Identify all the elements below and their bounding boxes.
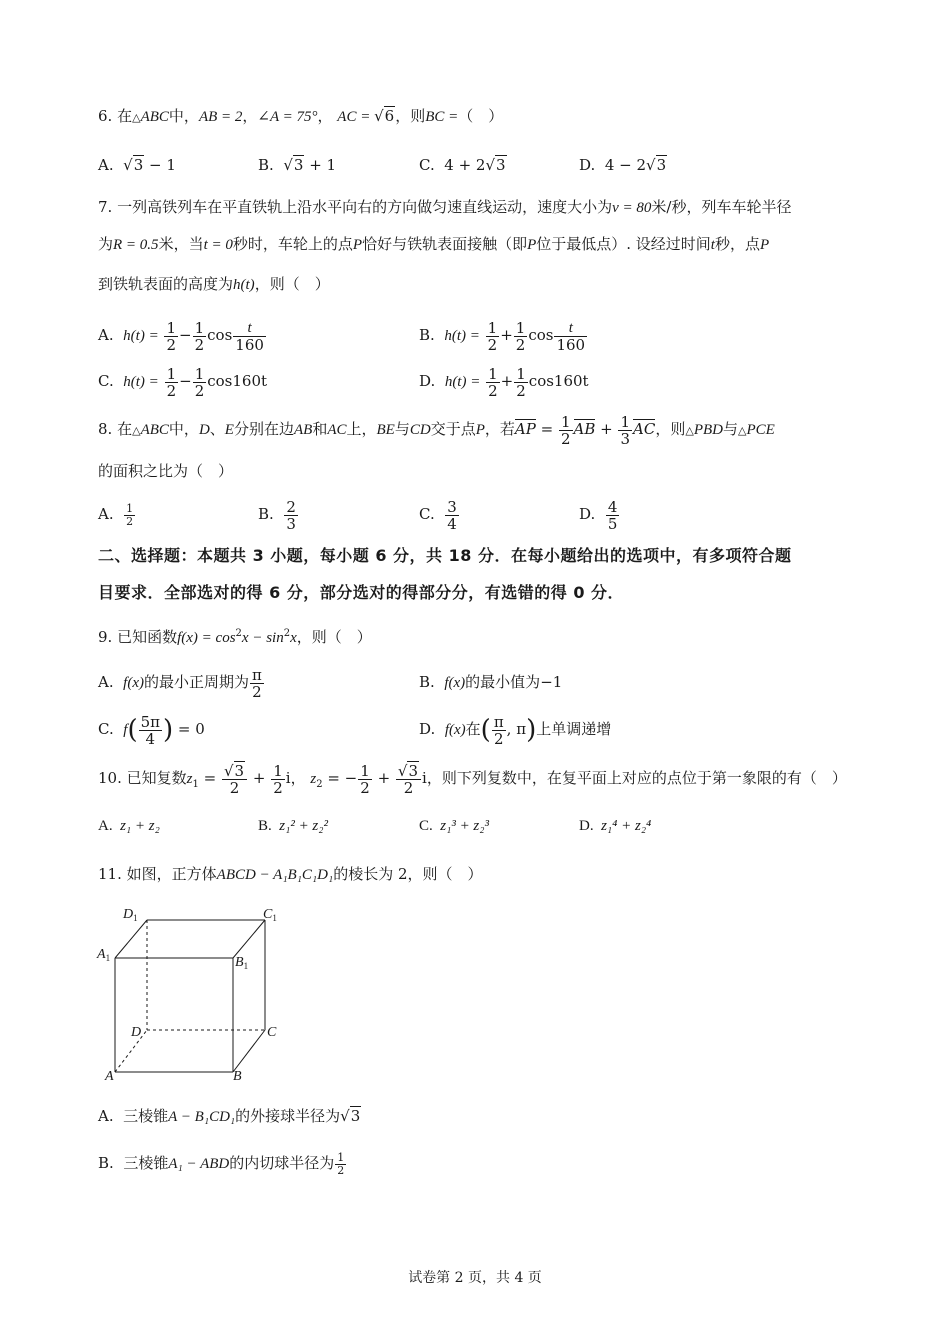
section2-heading-line2: 目要求．全部选对的得 6 分，部分选对的得部分分，有选错的得 0 分． <box>98 583 625 602</box>
label-a1: $A_1$ <box>97 947 111 963</box>
q7-option-b[interactable]: B. h(t) = $\frac{1}{2}$ + $\frac{1}{2}$ cos $\frac{t}{160}$ <box>419 318 586 354</box>
q11-option-b[interactable]: B. 三棱锥A₁ − ABD的内切球半径为 $\frac{1}{2}$ <box>98 1150 345 1177</box>
q9-option-a[interactable]: A. f(x)的最小正周期为 $\frac{\pi}{2}$ <box>98 665 262 701</box>
q7-option-a[interactable]: A. h(t) = $\frac{1}{2}$ − $\frac{1}{2}$ cos $\frac{t}{160}$ <box>98 318 264 354</box>
cube-diagram <box>95 900 285 1090</box>
label-b1: $B_1$ <box>235 955 249 971</box>
q8-option-b[interactable]: B. $\frac{2}{3}$ <box>258 497 296 533</box>
q8-stem-line2: 的面积之比为（ ） <box>98 462 234 480</box>
q9-option-b[interactable]: B. f(x)的最小值为−1 <box>419 673 563 691</box>
q6-stem: 6. 在△ABC中，AB = 2，∠A = 75°， AC = √6，则BC =（ ） <box>98 107 504 125</box>
q7-stem-line2: 为R = 0.5米，当t = 0秒时，车轮上的点P恰好与铁轨表面接触（即P位于最低点）. 设经过时间t秒，点P <box>98 235 770 253</box>
q10-option-c[interactable]: C. z₁³ + z₂³ <box>419 818 489 834</box>
q9-stem: 9. 已知函数$f(x) = \cos^2x - \sin^2x$，则（ ） <box>98 628 372 646</box>
edge-a1-d1 <box>115 920 147 958</box>
edge-b1-c1 <box>233 920 265 958</box>
section2-heading-line1: 二、选择题：本题共 3 小题，每小题 6 分，共 18 分．在每小题给出的选项中，有多项符合题 <box>98 546 792 565</box>
q8-option-c[interactable]: C. $\frac{3}{4}$ <box>419 497 457 533</box>
q10-option-b[interactable]: B. z₁² + z₂² <box>258 818 328 834</box>
q9-option-d[interactable]: D. f(x)在( $\frac{\pi}{2}$ , π)上单调递增 <box>419 712 612 748</box>
label-b: B <box>233 1069 242 1084</box>
label-c1: $C_1$ <box>263 907 277 923</box>
q8-option-a[interactable]: A. $\frac{1}{2}$ <box>98 501 134 528</box>
q7-option-c[interactable]: C. h(t) = $\frac{1}{2}$ − $\frac{1}{2}$ cos160t <box>98 364 268 400</box>
q8-stem-line1: 8. 在△ABC中，D、E分别在边AB和AC上，BE与CD交于点P，若AP = $\frac{1}{2}$ AB + $\frac{1}{3}$ AC，则△PBD与△PCE <box>98 412 775 448</box>
label-a: A <box>105 1069 114 1084</box>
label-d1: $D_1$ <box>123 907 138 923</box>
label-d: D <box>131 1025 142 1040</box>
edge-b-c <box>233 1030 265 1072</box>
q10-option-d[interactable]: D. z₁⁴ + z₂⁴ <box>579 818 652 834</box>
q6-option-b[interactable]: B. √3 + 1 <box>258 156 337 174</box>
q6-option-d[interactable]: D. 4 − 2√3 <box>579 156 667 174</box>
q11-option-a[interactable]: A. 三棱锥A − B₁CD₁的外接球半径为√3 <box>98 1107 361 1125</box>
q7-option-d[interactable]: D. h(t) = $\frac{1}{2}$ + $\frac{1}{2}$ cos160t <box>419 364 589 400</box>
label-c: C <box>267 1025 277 1040</box>
q7-stem-line1: 7. 一列高铁列车在平直铁轨上沿水平向右的方向做匀速直线运动，速度大小为v = 80米/秒，列车车轮半径 <box>98 198 792 216</box>
q10-stem: 10. 已知复数$z_1$ = $\frac{√3}{2}$ + $\frac{1}{2}$ i， $z_2$ = − $\frac{1}{2}$ + $\frac{√3}{2}$ i，则下列复数中，在复平面上对应的点位于第一象限的有（ ） <box>98 761 847 797</box>
page-footer: 试卷第 2 页，共 4 页 <box>408 1270 542 1286</box>
q9-option-c[interactable]: C. f( $\frac{5\pi}{4}$ ) = 0 <box>98 712 205 748</box>
q6-option-a[interactable]: A. √3 − 1 <box>98 156 176 174</box>
q8-option-d[interactable]: D. $\frac{4}{5}$ <box>579 497 618 533</box>
q7-stem-line3: 到铁轨表面的高度为h(t)，则（ ） <box>98 275 330 293</box>
q10-option-a[interactable]: A. z₁ + z₂ <box>98 818 160 834</box>
q11-stem: 11. 如图，正方体ABCD − A₁B₁C₁D₁的棱长为 2，则（ ） <box>98 865 483 883</box>
q6-option-c[interactable]: C. 4 + 2√3 <box>419 156 506 174</box>
